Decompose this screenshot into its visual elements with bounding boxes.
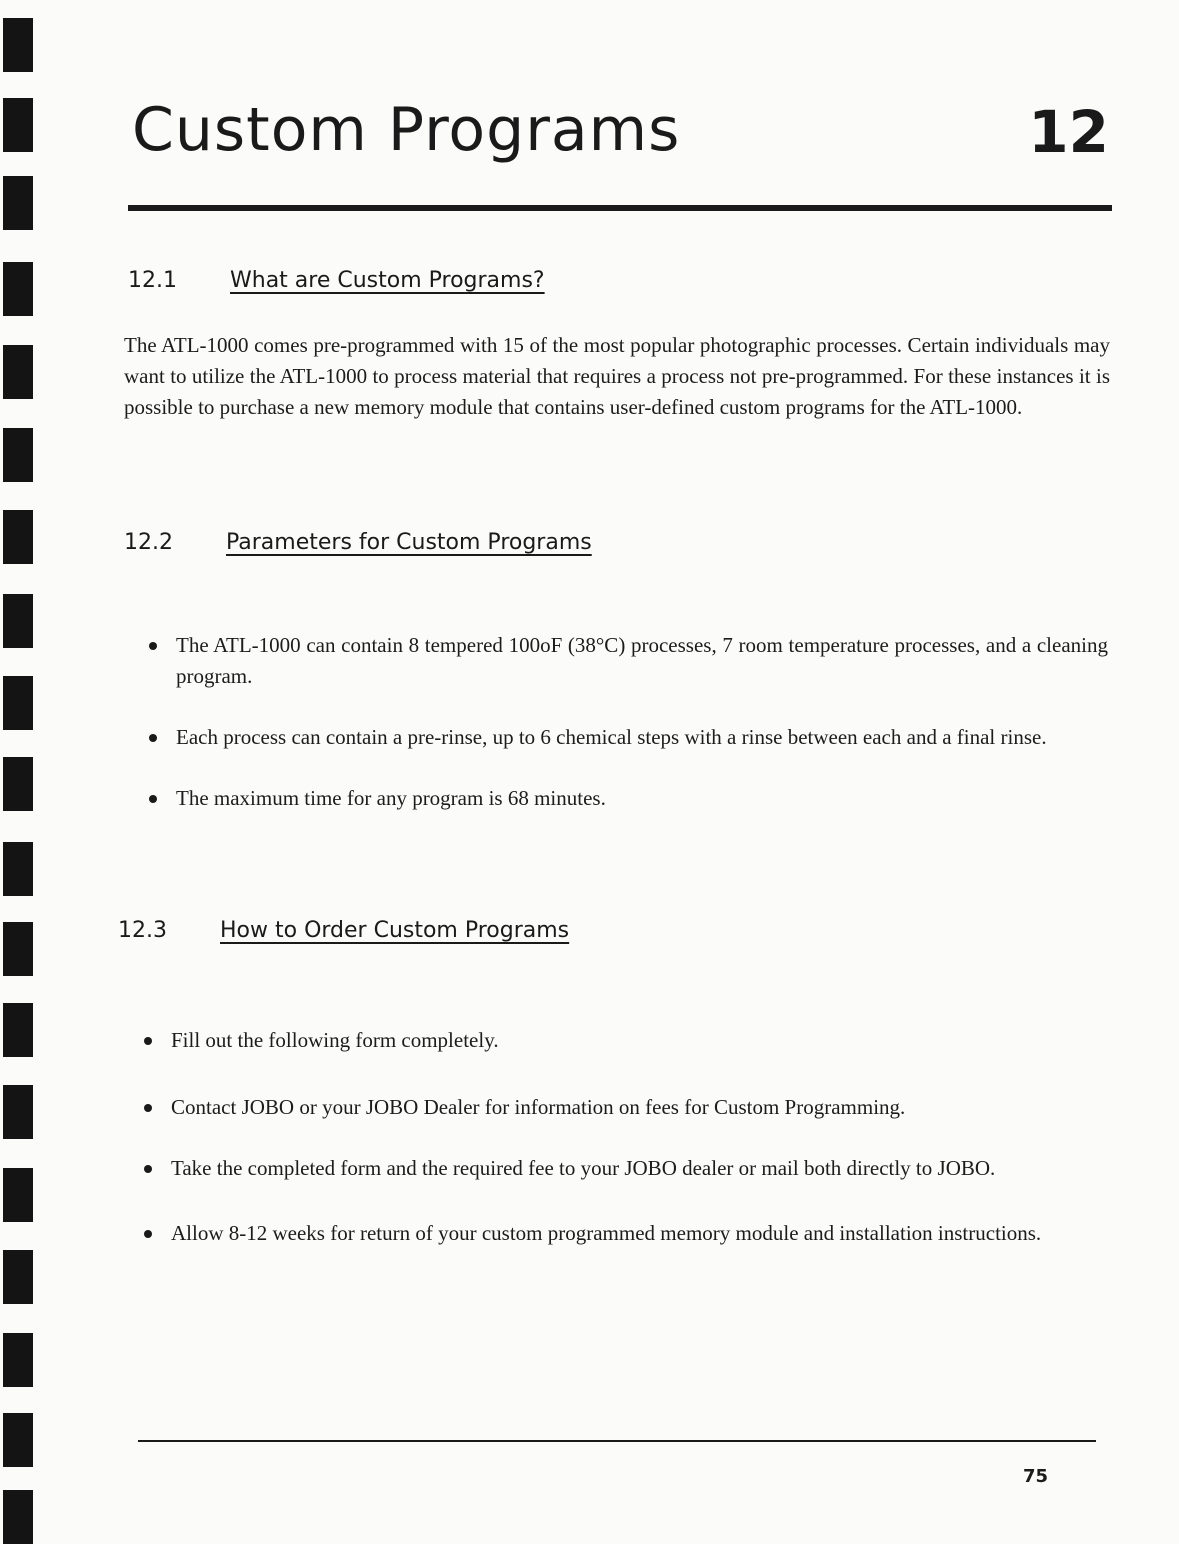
section-title: How to Order Custom Programs [220, 918, 570, 943]
section-paragraph: The ATL-1000 comes pre-programmed with 15 of the most popular photographic processes. Certain individuals may want to utilize the ATL-1000 to process material that requires a process not pre-programmed. For these instances it is possible to purchase a new memory module that contains user-defined custom programs for the ATL-1000. [124, 333, 1110, 419]
section-title: What are Custom Programs? [230, 268, 545, 293]
list-item: The ATL-1000 can contain 8 tempered 100oF (38°C) processes, 7 room temperature processes, and a cleaning program. [146, 630, 1108, 692]
binding-holes [0, 0, 40, 1539]
section-number: 12.1 [128, 268, 177, 293]
section-heading-12-3 [118, 918, 569, 943]
section-heading-12-1 [128, 268, 545, 293]
list-item: Allow 8-12 weeks for return of your custom programmed memory module and installation instructions. [141, 1218, 1103, 1249]
section-title: Parameters for Custom Programs [226, 530, 592, 555]
page-number: 75 [1023, 1466, 1049, 1487]
parameters-list [146, 630, 1108, 814]
section-number: 12.2 [124, 530, 173, 555]
list-item: The maximum time for any program is 68 minutes. [146, 783, 1108, 814]
list-item: Contact JOBO or your JOBO Dealer for information on fees for Custom Programming. [141, 1092, 1103, 1123]
list-item: Fill out the following form completely. [141, 1025, 1103, 1056]
page-title: Custom Programs [132, 95, 681, 165]
section-heading-12-2 [124, 530, 592, 555]
title-rule [128, 205, 1112, 211]
chapter-number: 12 [1028, 98, 1109, 166]
section-number: 12.3 [118, 918, 167, 943]
list-item: Each process can contain a pre-rinse, up to 6 chemical steps with a rinse between each and a final rinse. [146, 722, 1108, 753]
ordering-list [141, 1025, 1103, 1249]
list-item: Take the completed form and the required fee to your JOBO dealer or mail both directly to JOBO. [141, 1153, 1103, 1184]
footer-rule [138, 1440, 1096, 1442]
